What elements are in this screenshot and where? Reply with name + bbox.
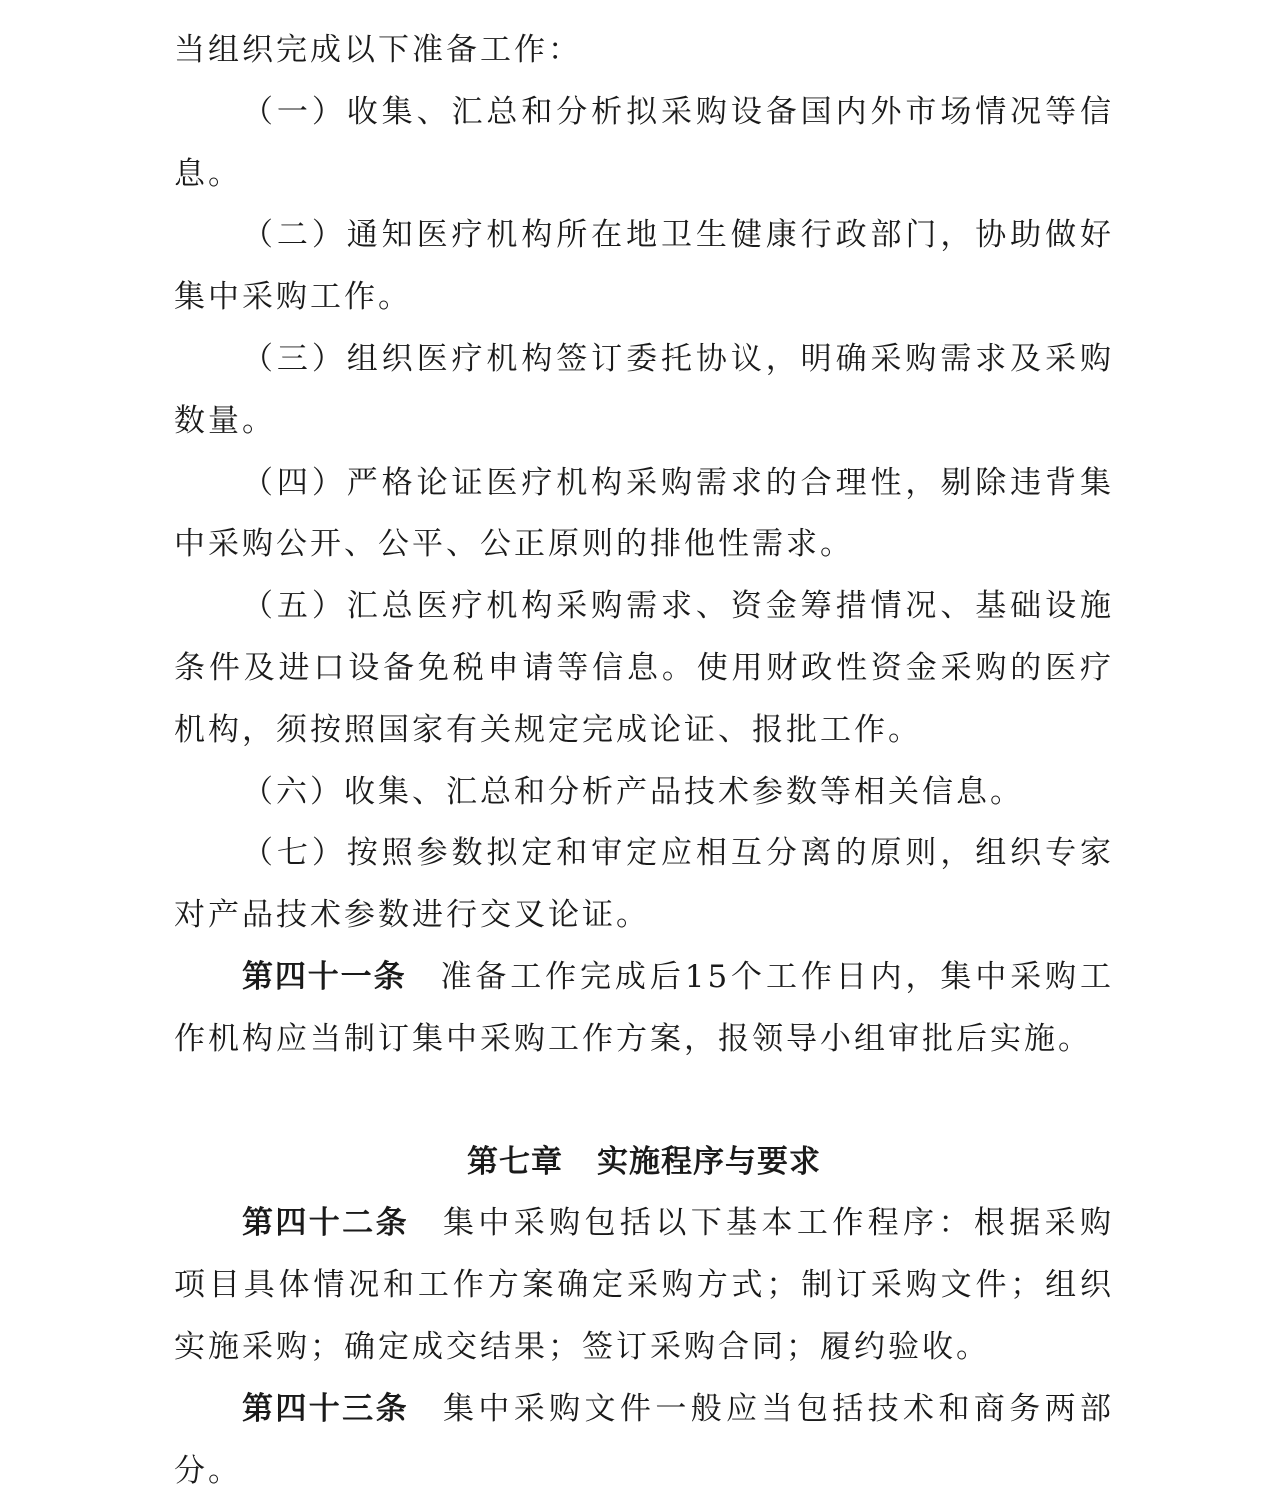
list-item: （七）按照参数拟定和审定应相互分离的原则，组织专家对产品技术参数进行交叉论证。 — [174, 835, 1114, 934]
chapter-number: 第七章 — [467, 1143, 563, 1180]
article-42-label: 第四十二条 — [242, 1205, 409, 1242]
article-42 — [174, 1193, 1114, 1378]
list-item: （六）收集、汇总和分析产品技术参数等相关信息。 — [242, 773, 1024, 810]
document-page — [174, 20, 1114, 1502]
article-43 — [174, 1379, 1114, 1502]
article-41-text: 准备工作完成后15个工作日内，集中采购工作机构应当制订集中采购工作方案，报领导小组审批后实施。 — [174, 958, 1114, 1057]
chapter-heading — [174, 1132, 1114, 1194]
article-43-text: 集中采购文件一般应当包括技术和商务两部分。 — [174, 1390, 1115, 1489]
article-41-label: 第四十一条 — [242, 958, 407, 995]
list-item: （四）严格论证医疗机构采购需求的合理性，剔除违背集中采购公开、公平、公正原则的排他性需求。 — [174, 464, 1114, 563]
list-item: （二）通知医疗机构所在地卫生健康行政部门，协助做好集中采购工作。 — [174, 217, 1114, 316]
article-41 — [174, 947, 1114, 1071]
article-42-text: 集中采购包括以下基本工作程序：根据采购项目具体情况和工作方案确定采购方式；制订采购文件；组织实施采购；确定成交结果；签订采购合同；履约验收。 — [174, 1205, 1115, 1365]
list-item: （五）汇总医疗机构采购需求、资金筹措情况、基础设施条件及进口设备免税申请等信息。使用财政性资金采购的医疗机构，须按照国家有关规定完成论证、报批工作。 — [174, 588, 1114, 748]
chapter-title: 实施程序与要求 — [597, 1143, 821, 1180]
article-43-label: 第四十三条 — [242, 1390, 409, 1427]
intro-line: 当组织完成以下准备工作： — [174, 32, 582, 68]
list-item: （三）组织医疗机构签订委托协议，明确采购需求及采购数量。 — [174, 340, 1114, 439]
list-item: （一）收集、汇总和分析拟采购设备国内外市场情况等信息。 — [174, 93, 1114, 192]
